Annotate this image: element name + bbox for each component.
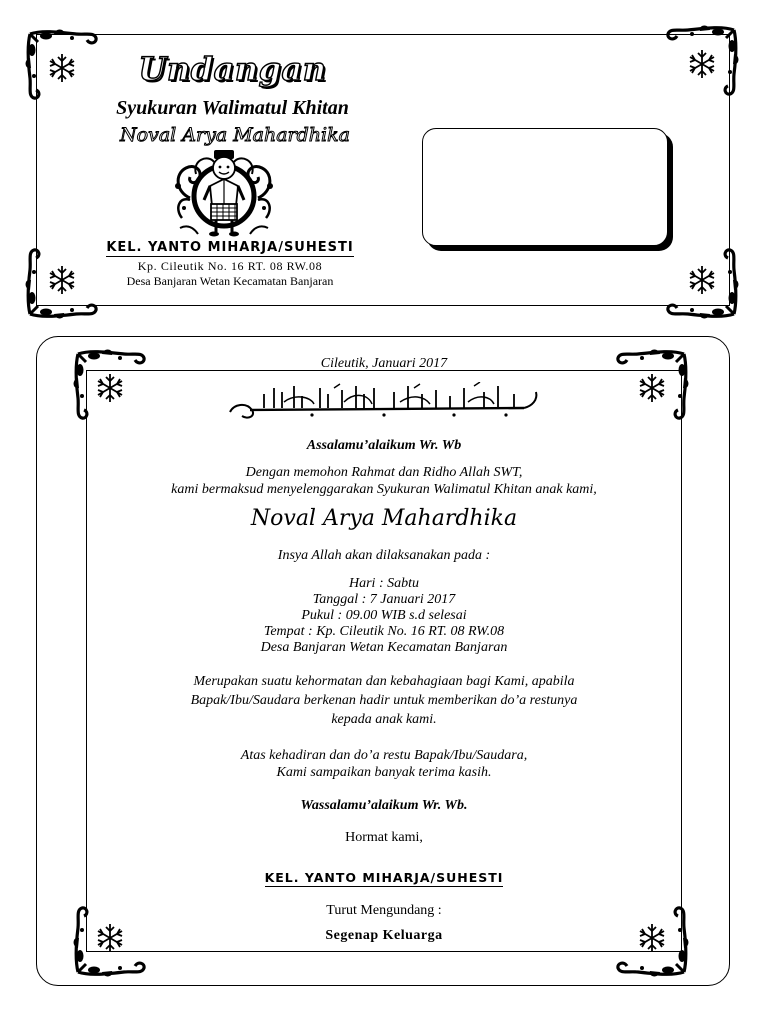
event-place: Tempat : Kp. Cileutik No. 16 RT. 08 RW.08 <box>263 624 505 639</box>
boy-illustration-icon <box>168 148 280 238</box>
envelope-title: Undangan <box>138 50 327 88</box>
floral-snowflake-corner-icon <box>24 28 98 100</box>
intro-line2: kami bermaksud menyelenggarakan Syukuran Walimatul Khitan anak kami, <box>171 482 597 497</box>
segenap-keluarga: Segenap Keluarga <box>325 928 443 943</box>
farewell: Wassalamu’alaikum Wr. Wb. <box>300 798 468 813</box>
invitation-inner-frame <box>86 370 682 952</box>
floral-snowflake-corner-icon <box>666 24 740 96</box>
event-time: Pukul : 09.00 WIB s.d selesai <box>301 608 467 623</box>
event-day: Hari : Sabtu <box>349 576 419 591</box>
bismillah-calligraphy-icon <box>224 382 546 422</box>
closing-line2: Bapak/Ibu/Saudara berkenan hadir untuk memberikan do’a restunya <box>190 693 578 708</box>
event-date: Tanggal : 7 Januari 2017 <box>312 592 456 607</box>
floral-snowflake-corner-icon <box>666 248 740 320</box>
floral-snowflake-corner-icon <box>72 348 146 420</box>
envelope-child-name: Noval Arya Mahardhika <box>120 124 350 146</box>
floral-snowflake-corner-icon <box>24 248 98 320</box>
turut-mengundang: Turut Mengundang : <box>326 903 442 918</box>
envelope-subtitle: Syukuran Walimatul Khitan <box>116 97 349 119</box>
thanks-line2: Kami sampaikan banyak terima kasih. <box>276 765 492 780</box>
thanks-line1: Atas kehadiran dan do’a restu Bapak/Ibu/Saudara, <box>240 748 528 763</box>
floral-snowflake-corner-icon <box>72 906 146 978</box>
closing-line1: Merupakan suatu kehormatan dan kebahagiaan bagi Kami, apabila <box>193 674 575 689</box>
date-line: Cileutik, Januari 2017 <box>320 356 448 371</box>
envelope-address-line1: Kp. Cileutik No. 16 RT. 08 RW.08 <box>137 259 323 273</box>
intro-line1: Dengan memohon Rahmat dan Ridho Allah SWT, <box>245 465 523 480</box>
floral-snowflake-corner-icon <box>616 348 690 420</box>
closing-line3: kepada anak kami. <box>331 712 437 727</box>
envelope-family-name: KEL. YANTO MIHARJA/SUHESTI <box>106 240 354 255</box>
floral-snowflake-corner-icon <box>616 906 690 978</box>
envelope-address-line2: Desa Banjaran Wetan Kecamatan Banjaran <box>126 274 334 288</box>
child-name: Noval Arya Mahardhika <box>250 506 518 531</box>
greeting: Assalamu’alaikum Wr. Wb <box>306 438 462 453</box>
regards: Hormat kami, <box>345 830 423 845</box>
signature-family: KEL. YANTO MIHARJA/SUHESTI <box>264 870 504 885</box>
recipient-address-box <box>422 128 668 246</box>
event-intro: Insya Allah akan dilaksanakan pada : <box>277 548 491 563</box>
event-village: Desa Banjaran Wetan Kecamatan Banjaran <box>260 640 508 655</box>
